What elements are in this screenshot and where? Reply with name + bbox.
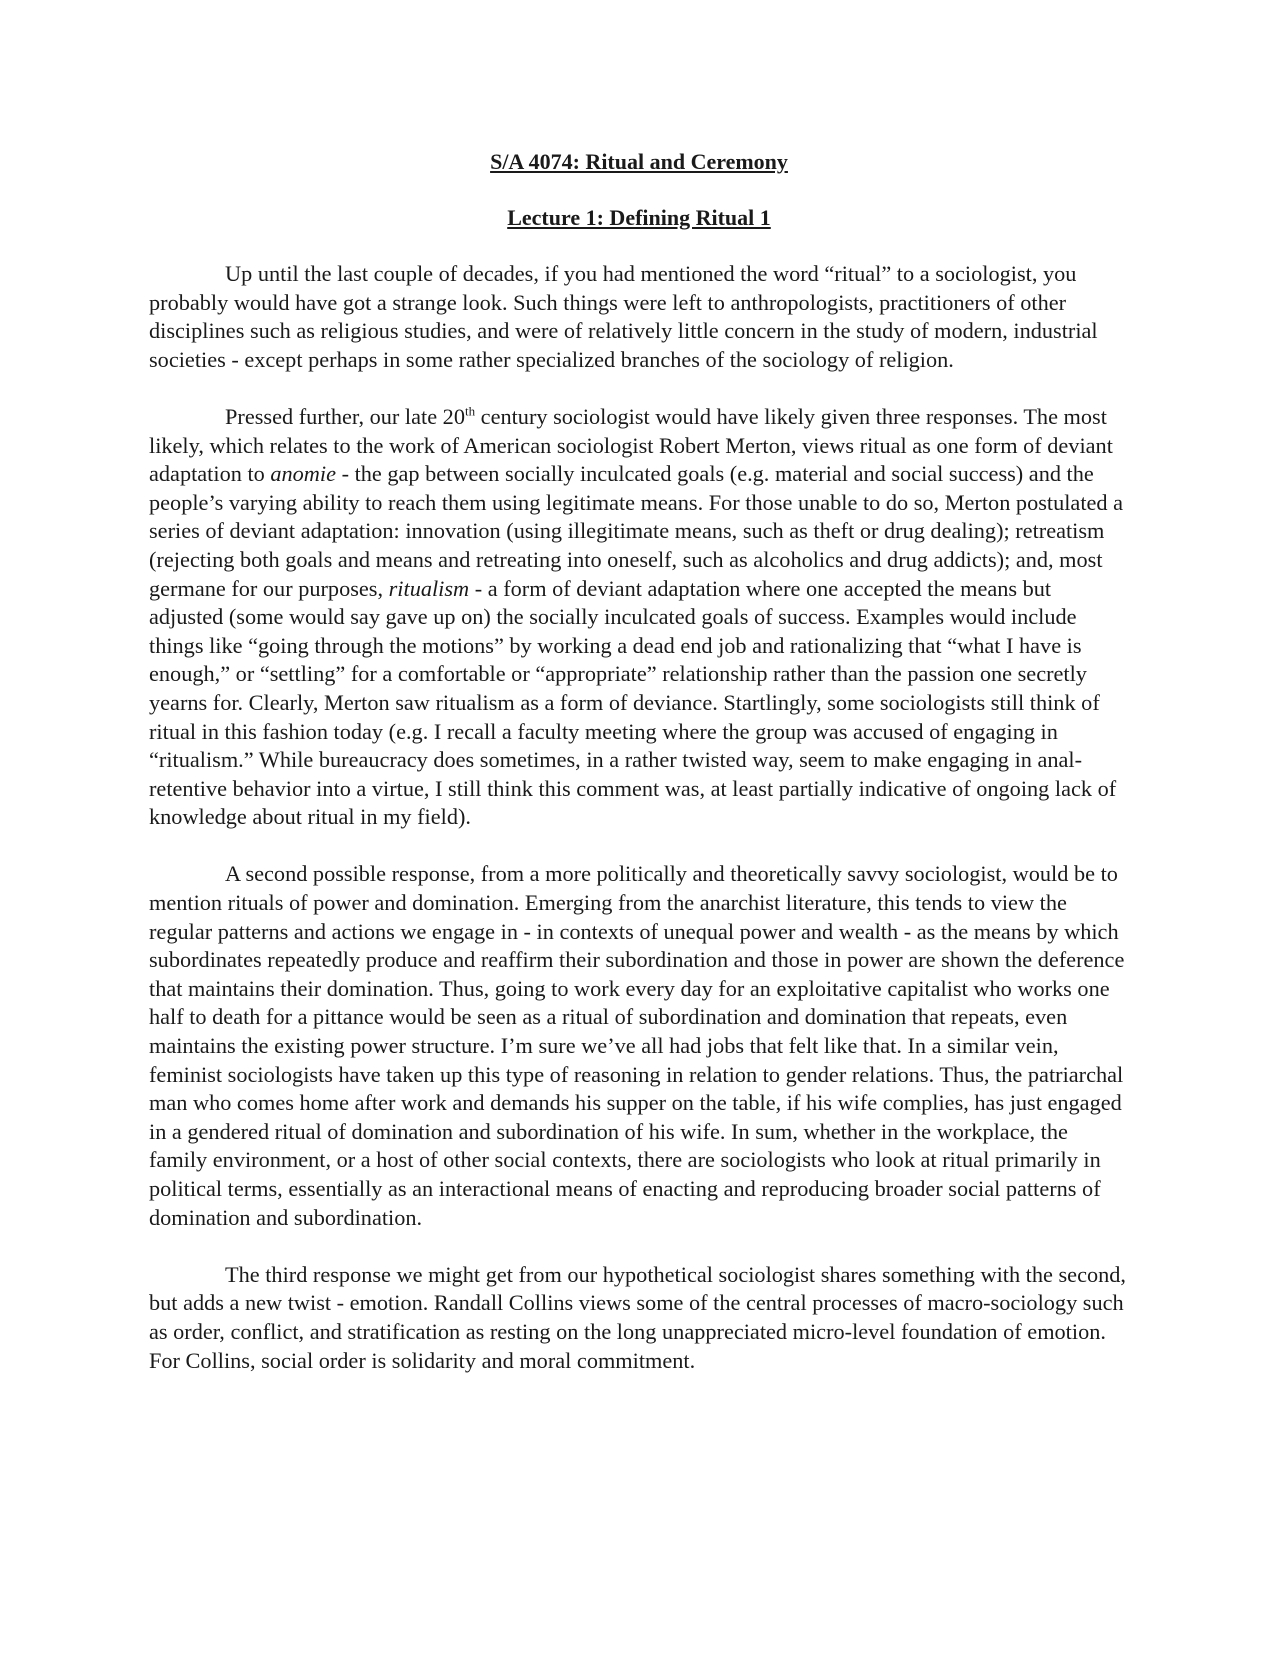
paragraph-2 — [149, 403, 1129, 832]
paragraph-1: Up until the last couple of decades, if you had mentioned the word “ritual” to a sociologist, you probably would have got a strange look. Such things were left to anthropologists, practitioners of other disciplines such as religious studies, and were of relatively little concern in the study of modern, industrial societies - except perhaps in some rather specialized branches of the sociology of religion. — [149, 261, 1098, 372]
lecture-title: Lecture 1: Defining Ritual 1 — [507, 205, 771, 230]
paragraph-2-text: century sociologist would have likely given three responses. The most likely, which relates to the work of American sociologist Robert Merton, views ritual as one form of deviant adaptation to — [149, 403, 1113, 487]
paragraph-3: A second possible response, from a more politically and theoretically savvy sociologist, would be to mention rituals of power and domination. Emerging from the anarchist literature, this tends to view the regular patterns and actions we engage in - in contexts of unequal power and wealth - as the means by which subordinates repeatedly produce and reaffirm their subordination and those in power are shown the deference that maintains their domination. Thus, going to work every day for an exploitative capitalist who works one half to death for a pittance would be seen as a ritual of subordination and domination that repeats, even maintains the existing power structure. I’m sure we’ve all had jobs that felt like that. In a similar vein, feminist sociologists have taken up this type of reasoning in relation to gender relations. Thus, the patriarchal man who comes home after work and demands his supper on the table, if his wife complies, has just engaged in a gendered ritual of domination and subordination of his wife. In sum, whether in the workplace, the family environment, or a host of other social contexts, there are sociologists who look at ritual primarily in political terms, essentially as an interactional means of enacting and reproducing broader social patterns of domination and subordination. — [149, 861, 1125, 1230]
paragraph-2-text: - the gap between socially inculcated goals (e.g. material and social success) and the people’s varying ability to reach them using legitimate means. For those unable to do so, Merton postulated a series of deviant adaptation: innovation (using illegitimate means, such as theft or drug dealing); retreatism (rejecting both goals and means and retreating into oneself, such as alcoholics and drug addicts); and, most germane for our purposes, — [149, 461, 1124, 601]
document-page — [149, 148, 1129, 1404]
course-title: S/A 4074: Ritual and Ceremony — [490, 149, 788, 174]
paragraph-4: The third response we might get from our hypothetical sociologist shares something with the second, but adds a new twist - emotion. Randall Collins views some of the central processes of macro-sociology such as order, conflict, and stratification as resting on the long unappreciated micro-level foundation of emotion. For Collins, social order is solidarity and moral commitment. — [149, 1261, 1126, 1373]
paragraph-2-text: - a form of deviant adaptation where one accepted the means but adjusted (some would say gave up on) the socially inculcated goals of success. Examples would include things like “going through the motions” by working a dead end job and rationalizing that “what I have is enough,” or “settling” for a comfortable or “appropriate” relationship rather than the passion one secretly yearns for. Clearly, Merton saw ritualism as a form of deviance. Startlingly, some sociologists still think of ritual in this fashion today (e.g. I recall a faculty meeting where the group was accused of engaging in “ritualism.” While bureaucracy does sometimes, in a rather twisted way, seem to make engaging in anal-retentive behavior into a virtue, I still think this comment was, at least partially indicative of ongoing lack of knowledge about ritual in my field). — [149, 575, 1117, 830]
paragraph-2-text: Pressed further, our late 20 — [225, 403, 465, 429]
term-anomie: anomie — [270, 461, 336, 487]
term-ritualism: ritualism — [388, 575, 470, 601]
superscript-th: th — [464, 403, 476, 419]
